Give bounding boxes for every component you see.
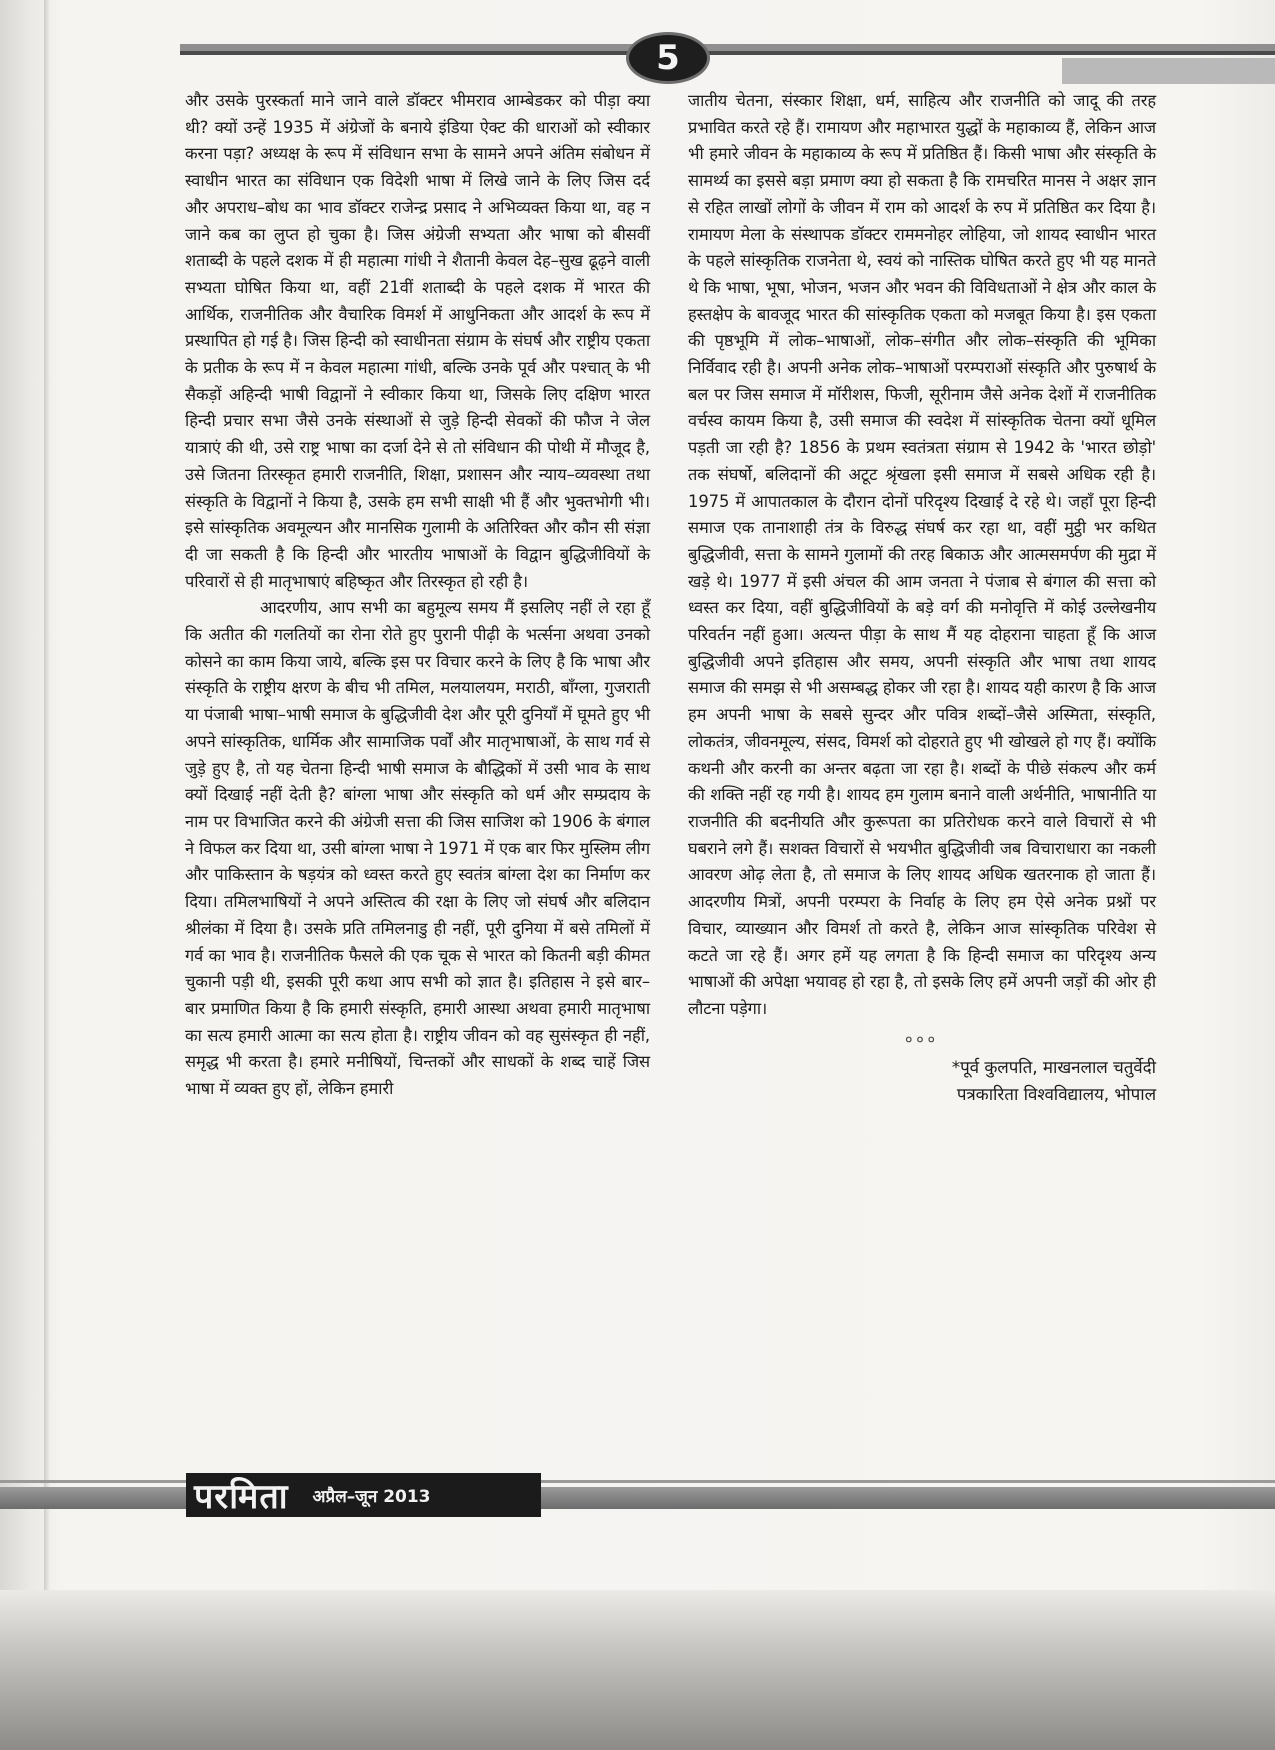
author-affiliation-line-1: *पूर्व कुलपति, माखनलाल चतुर्वेदी [951,1058,1156,1079]
section-separator: ००० [905,1031,939,1048]
header-tab-right [1062,58,1275,84]
author-affiliation-line-2: पत्रकारिता विश्वविद्यालय, भोपाल [956,1085,1156,1106]
left-paragraph-2: आदरणीय, आप सभी का बहुमूल्य समय मैं इसलिए नहीं ले रहा हूँ कि अतीत की गलतियों का रोना रोते हुए पुरानी पीढ़ी के भर्त्सना अथवा उनको कोसने का काम किया जाये, बल्कि इस पर विचार करने के लिए है कि भाषा और संस्कृति के राष्ट्रीय क्षरण के बीच भी तमिल, मलयालयम, मराठी, बॉंग्ला, गुजराती या पंजाबी भाषा–भाषी समाज के बुद्धिजीवी देश और पूरी दुनियाँ में घूमते हुए भी अपने सांस्कृतिक, धार्मिक और सामाजिक पर्वों और मातृभाषाओं, के साथ गर्व से जुड़े हुए है, तो यह चेतना हिन्दी भाषी समाज के बौद्धिकों में उसी भाव के साथ क्यों दिखाई नहीं देती है? बांग्ला भाषा और संस्कृति को धर्म और सम्प्रदाय के नाम पर विभाजित करने की अंग्रेजी सत्ता की जिस साजिश को 1906 के बंगाल ने विफल कर दिया था, उसी बांग्ला भाषा ने 1971 में एक बार फिर मुस्लिम लीग और पाकिस्तान के षड़यंत्र को ध्वस्त करते हुए स्वतंत्र बांग्ला देश का निर्माण कर दिया। तमिलभाषियों ने अपने अस्तित्व की रक्षा के लिए जो संघर्ष और बलिदान श्रीलंका में दिया है। उसके प्रति तमिलनाडु ही नहीं, पूरी दुनिया में बसे तमिलों में गर्व का भाव है। राजनीतिक फैसले की एक चूक से भारत को कितनी बड़ी कीमत चुकानी पड़ी थी, इसकी पूरी कथा आप सभी को ज्ञात है। इतिहास ने इसे बार–बार प्रमाणित किया है कि हमारी संस्कृति, हमारी आस्था अथवा हमारी मातृभाषा का सत्य हमारी आत्मा का सत्य होता है। राष्ट्रीय जीवन को वह सुसंस्कृत ही नहीं, समृद्ध भी करता है। हमारे मनीषियों, चिन्तकों और साधकों के शब्द चाहें जिस भाषा में व्यक्त हुए हों, लेकिन हमारी [185,598,650,1099]
right-column [688,88,1156,1109]
page-number: 5 [656,38,680,78]
issue-date: अप्रैल–जून 2013 [312,1486,431,1507]
page-number-badge [626,32,710,84]
footer-brand-box [186,1473,541,1517]
page-fold-shadow [44,0,50,1600]
left-column [185,88,650,1103]
scan-bottom-shadow [0,1590,1275,1750]
magazine-name: परमिता [194,1477,289,1517]
header-rule-dark [180,51,1275,55]
left-paragraph-1: और उसके पुरस्कर्ता माने जाने वाले डॉक्टर भीमराव आम्बेडकर को पीड़ा क्या थी? क्यों उन्हें 1935 में अंग्रेजों के बनाये इंडिया ऐक्ट की धाराओं को स्वीकार करना पड़ा? अध्यक्ष के रूप में संविधान सभा के सामने अपने अंतिम संबोधन में स्वाधीन भारत का संविधान एक विदेशी भाषा में लिखे जाने के लिए जिस दर्द और अपराध–बोध का भाव डॉक्टर राजेन्द्र प्रसाद ने अभिव्यक्त किया था, वह न जाने कब का लुप्त हो चुका है। जिस अंग्रेजी सभ्यता और भाषा को बीसवीं शताब्दी के पहले दशक में ही महात्मा गांधी ने शैतानी केवल देह–सुख ढूढ़ने वाली सभ्यता घोषित किया था, वहीं 21वीं शताब्दी के पहले दशक में भारत की आर्थिक, राजनीतिक और वैचारिक विमर्श में आधुनिकता और आदर्श के रूप में प्रस्थापित हो गई है। जिस हिन्दी को स्वाधीनता संग्राम के संघर्ष और राष्ट्रीय एकता के प्रतीक के रूप में न केवल महात्मा गांधी, बल्कि उनके पूर्व और पश्चात् के भी सैकड़ों अहिन्दी भाषी विद्वानों ने स्वीकार किया था, जिसके लिए दक्षिण भारत हिन्दी प्रचार सभा जैसे उनके संस्थाओं से जुड़े हिन्दी सेवकों की फौज ने जेल यात्राएं की थी, उसे राष्ट्र भाषा का दर्जा देने से तो संविधान की पोथी में मौजूद है, उसे जितना तिरस्कृत हमारी राजनीति, शिक्षा, प्रशासन और न्याय–व्यवस्था तथा संस्कृति के विद्वानों ने किया है, उसके हम सभी साक्षी भी हैं और भुक्तभोगी भी। इसे सांस्कृतिक अवमूल्यन और मानसिक गुलामी के अतिरिक्त और कौन सी संज्ञा दी जा सकती है कि हिन्दी और भारतीय भाषाओं के विद्वान बुद्धिजीवियों के परिवारों से ही मातृभाषाएं बहिष्कृत और तिरस्कृत हो रही है। [185,91,650,591]
right-paragraph-1: जातीय चेतना, संस्कार शिक्षा, धर्म, साहित्य और राजनीति को जादू की तरह प्रभावित करते रहे हैं। रामायण और महाभारत युद्धों के महाकाव्य हैं, लेकिन आज भी हमारे जीवन के महाकाव्य के रूप में प्रतिष्ठित हैं। किसी भाषा और संस्कृति के सामर्थ्य का इससे बड़ा प्रमाण क्या हो सकता है कि रामचरित मानस ने अक्षर ज्ञान से रहित लाखों लोगों के जीवन में राम को आदर्श के रुप में प्रतिष्ठित कर दिया है। रामायण मेला के संस्थापक डॉक्टर राममनोहर लोहिया, जो शायद स्वाधीन भारत के पहले सांस्कृतिक राजनेता थे, स्वयं को नास्तिक घोषित करते हुए भी यह मानते थे कि भाषा, भूषा, भोजन, भजन और भवन की विविधताओं ने क्षेत्र और काल के हस्तक्षेप के बावजूद भारत की सांस्कृतिक एकता को मजबूत किया है। इस एकता की पृष्ठभूमि में लोक–भाषाओं, लोक–संगीत और लोक–संस्कृति की भूमिका निर्विवाद रही है। अपनी अनेक लोक–भाषाओं परम्पराओं संस्कृति और पुरुषार्थ के बल पर जिस समाज में मॉरीशस, फिजी, सूरीनाम जैसे अनेक देशों में राजनीतिक वर्चस्व कायम किया है, उसी समाज की स्वदेश में सांस्कृतिक चेतना क्यों धूमिल पड़ती जा रही है? 1856 के प्रथम स्वतंत्रता संग्राम से 1942 के 'भारत छोड़ो' तक संघर्षो, बलिदानों की अटूट श्रृंखला इसी समाज में सबसे अधिक रही है। 1975 में आपातकाल के दौरान दोनों परिदृश्य दिखाई दे रहे थे। जहाँ पूरा हिन्दी समाज एक तानाशाही तंत्र के विरुद्ध संघर्ष कर रहा था, वहीं मुट्ठी भर कथित बुद्धिजीवी, सत्ता के सामने गुलामों की तरह बिकाऊ और आत्मसमर्पण की मुद्रा में खड़े थे। 1977 में इसी अंचल की आम जनता ने पंजाब से बंगाल की सत्ता को ध्वस्त कर दिया, वहीं बुद्धिजीवियों के बड़े वर्ग की मनोवृत्ति में कोई उल्लेखनीय परिवर्तन नहीं हुआ। अत्यन्त पीड़ा के साथ मैं यह दोहराना चाहता हूँ कि आज बुद्धिजीवी अपने इतिहास और समय, अपनी संस्कृति और भाषा तथा शायद समाज की समझ से भी असम्बद्ध होकर जी रहा है। शायद यही कारण है कि आज हम अपनी भाषा के सबसे सुन्दर और पवित्र शब्दों–जैसे अस्मिता, संस्कृति, लोकतंत्र, जीवनमूल्य, संसद, विमर्श को दोहराते हुए भी खोखले हो गए हैं। क्योंकि कथनी और करनी का अन्तर बढ़ता जा रहा है। शब्दों के पीछे संकल्प और कर्म की शक्ति नहीं रह गयी है। शायद हम गुलाम बनाने वाली अर्थनीति, भाषानीति या राजनीति की बदनीयति और कुरूपता का प्रतिरोधक करने वाले विचारों से भी घबराने लगे हैं। सशक्त विचारों से भयभीत बुद्धिजीवी जब विचाराधारा का नकली आवरण ओढ़ लेता है, तो समाज के लिए शायद अधिक खतरनाक हो जाता हैं। आदरणीय मित्रों, अपनी परम्परा के निर्वाह के लिए हम ऐसे अनेक प्रश्नों पर विचार, व्याख्यान और विमर्श तो करते है, लेकिन आज सांस्कृतिक परिवेश से कटते जा रहे हैं। अगर हमें यह लगता है कि हिन्दी समाज का परिदृश्य अन्य भाषाओं की अपेक्षा भयावह हो रहा है, तो इसके लिए हमें अपनी जड़ों की ओर ही लौटना पड़ेगा। [688,91,1157,1018]
